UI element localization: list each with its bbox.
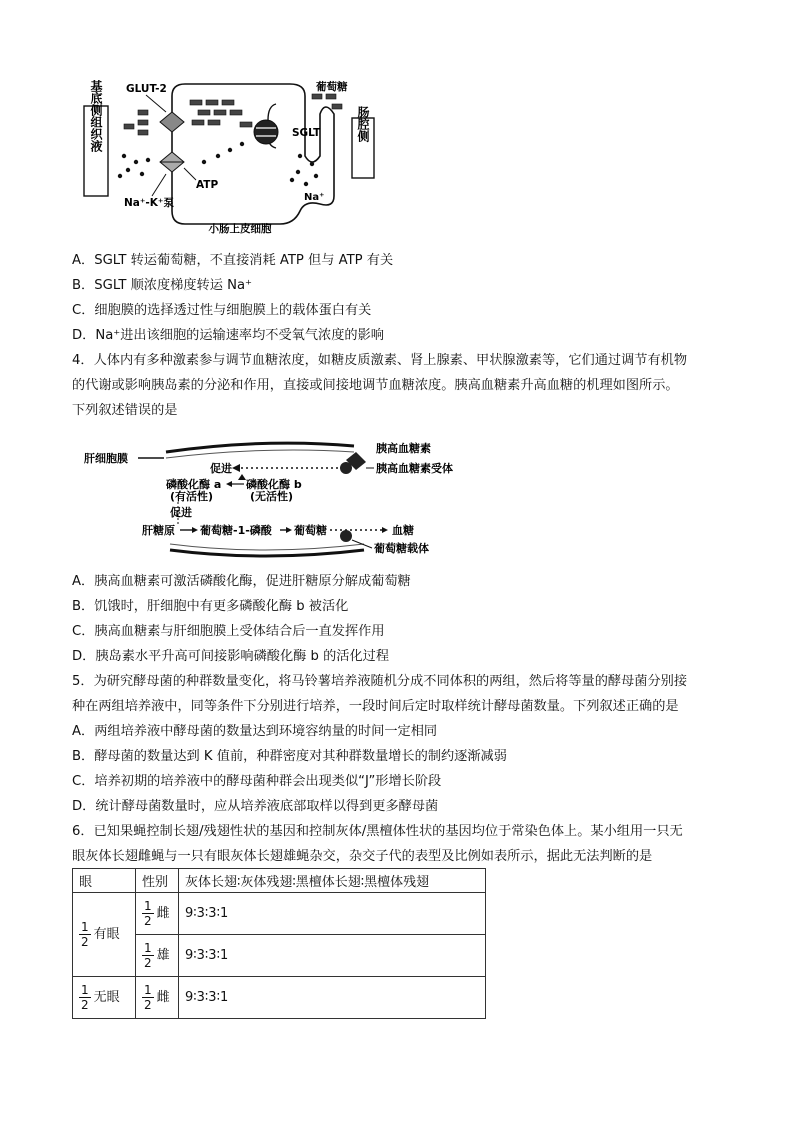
q6-stem-line-1: 6．已知果蝇控制长翅/残翅性状的基因和控制灰体/黑檀体性状的基因均位于常染色体上。某小组用一只无	[72, 824, 683, 839]
q4-stem-line-2: 的代谢或影响胰岛素的分泌和作用，直接或间接地调节血糖浓度。胰高血糖素升高血糖的机理如图所示。	[72, 378, 679, 393]
glycogen-label: 肝糖原	[142, 524, 175, 537]
table-cell-ratio: 9∶3∶3∶1	[179, 935, 486, 977]
na-label: Na⁺	[304, 192, 325, 203]
glucose-blocks-left	[124, 110, 148, 135]
promote2-label: 促进	[170, 506, 192, 519]
table-header-sex: 性别	[136, 869, 179, 893]
receptor-label: 胰高血糖素受体	[376, 462, 453, 475]
q5-option-c: C．培养初期的培养液中的酵母菌种群会出现类似“J”形增长阶段	[72, 774, 442, 789]
q6-table	[72, 868, 486, 1019]
q4-option-a: A．胰高血糖素可激活磷酸化酶，促进肝糖原分解成葡萄糖	[72, 574, 411, 589]
q3-option-a: A．SGLT 转运葡萄糖，不直接消耗 ATP 但与 ATP 有关	[72, 253, 394, 268]
enzyme-a-label: 磷酸化酶 a	[166, 478, 222, 491]
q4-option-c: C．胰高血糖素与肝细胞膜上受体结合后一直发挥作用	[72, 624, 385, 639]
glucose-label-fig2: 葡萄糖	[294, 524, 327, 537]
figure-intestinal-cell	[80, 76, 390, 238]
table-cell-ratio: 9∶3∶3∶1	[179, 977, 486, 1019]
enzyme-a-note: (有活性)	[170, 490, 214, 503]
q3-option-c: C．细胞膜的选择透过性与细胞膜上的载体蛋白有关	[72, 303, 372, 318]
table-cell-sex: $\frac{1}{2}$ 雌	[136, 893, 179, 935]
q4-stem-line-1: 4．人体内有多种激素参与调节血糖浓度，如糖皮质激素、肾上腺素、甲状腺激素等，它们通过调节有机物	[72, 353, 688, 368]
glut2-label: GLUT-2	[126, 83, 167, 95]
enzyme-b-note: (无活性)	[250, 490, 294, 503]
q4-stem-line-3: 下列叙述错误的是	[72, 403, 178, 418]
table-cell-eye-absent: $\frac{1}{2}$ 无眼	[73, 977, 136, 1019]
table-header-eye: 眼	[73, 869, 136, 893]
table-header-phenotype: 灰体长翅∶灰体残翅∶黑檀体长翅∶黑檀体残翅	[179, 869, 486, 893]
table-cell-sex: $\frac{1}{2}$ 雄	[136, 935, 179, 977]
table-cell-sex: $\frac{1}{2}$ 雌	[136, 977, 179, 1019]
blood-sugar-label: 血糖	[392, 524, 414, 537]
table-cell-ratio: 9∶3∶3∶1	[179, 893, 486, 935]
q5-option-b: B．酵母菌的数量达到 K 值前，种群密度对其种群数量增长的制约逐渐减弱	[72, 749, 507, 764]
glucose-label: 葡萄糖	[316, 81, 348, 93]
q3-option-b: B．SGLT 顺浓度梯度转运 Na⁺	[72, 278, 253, 293]
figure1-caption: 小肠上皮细胞	[208, 223, 272, 235]
promote1-label: 促进	[210, 462, 232, 475]
q5-stem-line-2: 种在两组培养液中，同等条件下分别进行培养，一段时间后定时取样统计酵母菌数量。下列叙述正确的是	[72, 699, 679, 714]
q3-option-d: D．Na⁺进出该细胞的运输速率均不受氧气浓度的影响	[72, 328, 384, 343]
q4-option-b: B．饥饿时，肝细胞中有更多磷酸化酶 b 被活化	[72, 599, 349, 614]
glucagon-label: 胰高血糖素	[376, 442, 431, 455]
q6-stem-line-2: 眼灰体长翅雌蝇与一只有眼灰体长翅雄蝇杂交，杂交子代的表型及比例如表所示，据此无法判断的是	[72, 849, 653, 864]
pump-label: Na⁺-K⁺泵	[124, 197, 174, 209]
q4-option-d: D．胰岛素水平升高可间接影响磷酸化酶 b 的活化过程	[72, 649, 390, 664]
membrane-label: 肝细胞膜	[84, 452, 128, 465]
carrier-label: 葡萄糖载体	[374, 542, 429, 555]
sglt-label: SGLT	[292, 127, 321, 139]
atp-label: ATP	[196, 179, 219, 191]
q5-option-a: A．两组培养液中酵母菌的数量达到环境容纳量的时间一定相同	[72, 724, 438, 739]
q5-option-d: D．统计酵母菌数量时，应从培养液底部取样以得到更多酵母菌	[72, 799, 439, 814]
left-box-label: 基底侧组织液	[89, 80, 103, 152]
g1p-label: 葡萄糖-1-磷酸	[200, 524, 272, 537]
q5-stem-line-1: 5．为研究酵母菌的种群数量变化，将马铃薯培养液随机分成不同体积的两组，然后将等量的酵母菌分别接	[72, 674, 688, 689]
right-box-label: 肠腔侧	[356, 106, 370, 142]
glucose-blocks-inside	[190, 100, 252, 127]
figure-glucagon-mechanism	[84, 438, 474, 560]
enzyme-b-label: 磷酸化酶 b	[246, 478, 302, 491]
table-cell-eye-present: $\frac{1}{2}$ 有眼	[73, 893, 136, 977]
